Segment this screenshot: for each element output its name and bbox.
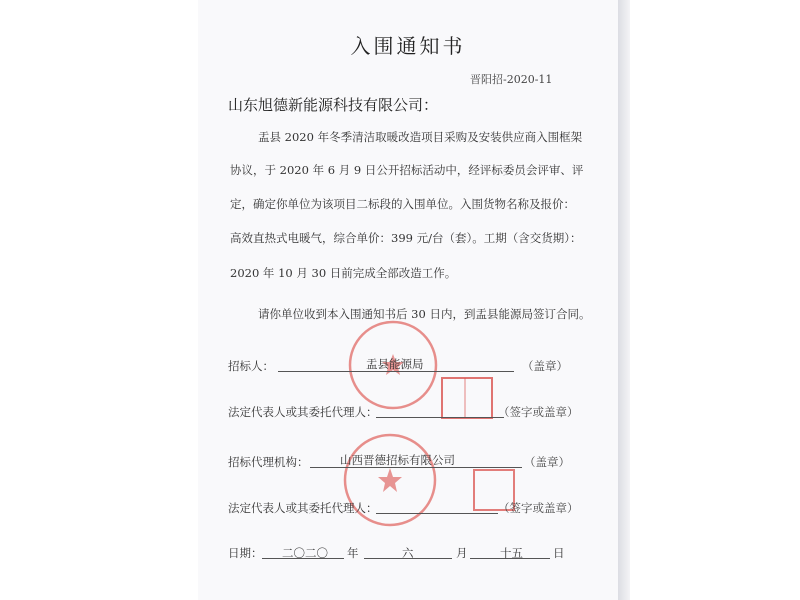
instruction-line: 请你单位收到本入围通知书后 30 日内，到盂县能源局签订合同。 bbox=[258, 307, 591, 321]
tenderer-note: （盖章） bbox=[522, 359, 568, 373]
agency-value: 山西晋德招标有限公司 bbox=[340, 453, 455, 467]
agency-label: 招标代理机构： bbox=[228, 455, 309, 469]
legal-rep-note-1: （签字或盖章） bbox=[498, 405, 579, 419]
tenderer-value: 盂县能源局 bbox=[366, 357, 424, 371]
body-line: 高效直热式电暖气，综合单价：399 元/台（套）。工期（含交货期）： bbox=[230, 231, 582, 245]
tenderer-label: 招标人： bbox=[228, 359, 274, 373]
body-line: 2020 年 10 月 30 日前完成全部改造工作。 bbox=[230, 266, 457, 280]
body-line: 盂县 2020 年冬季清洁取暖改造项目采购及安装供应商入围框架 bbox=[258, 130, 583, 144]
document-number: 晋阳招-2020-11 bbox=[470, 73, 553, 86]
legal-rep-label-2: 法定代表人或其委托代理人： bbox=[228, 501, 378, 515]
date-day-unit: 日 bbox=[553, 546, 565, 560]
agency-note: （盖章） bbox=[524, 455, 570, 469]
page-edge-shadow bbox=[618, 0, 630, 600]
date-month-unit: 月 bbox=[456, 546, 468, 560]
body-line: 协议，于 2020 年 6 月 9 日公开招标活动中，经评标委员会评审、评 bbox=[230, 163, 584, 177]
legal-rep-underline-1 bbox=[376, 403, 504, 418]
date-year: 二〇二〇 bbox=[282, 546, 328, 560]
addressee: 山东旭德新能源科技有限公司： bbox=[228, 96, 439, 114]
body-line: 定，确定你单位为该项目二标段的入围单位。入围货物名称及报价： bbox=[230, 197, 575, 211]
document-title: 入围通知书 bbox=[350, 34, 466, 58]
legal-rep-underline-2 bbox=[376, 499, 498, 514]
legal-rep-note-2: （签字或盖章） bbox=[498, 501, 579, 515]
date-month: 六 bbox=[402, 546, 414, 560]
legal-rep-label-1: 法定代表人或其委托代理人： bbox=[228, 405, 378, 419]
date-year-unit: 年 bbox=[347, 546, 359, 560]
date-day: 十五 bbox=[500, 546, 523, 560]
date-label: 日期： bbox=[228, 546, 263, 560]
